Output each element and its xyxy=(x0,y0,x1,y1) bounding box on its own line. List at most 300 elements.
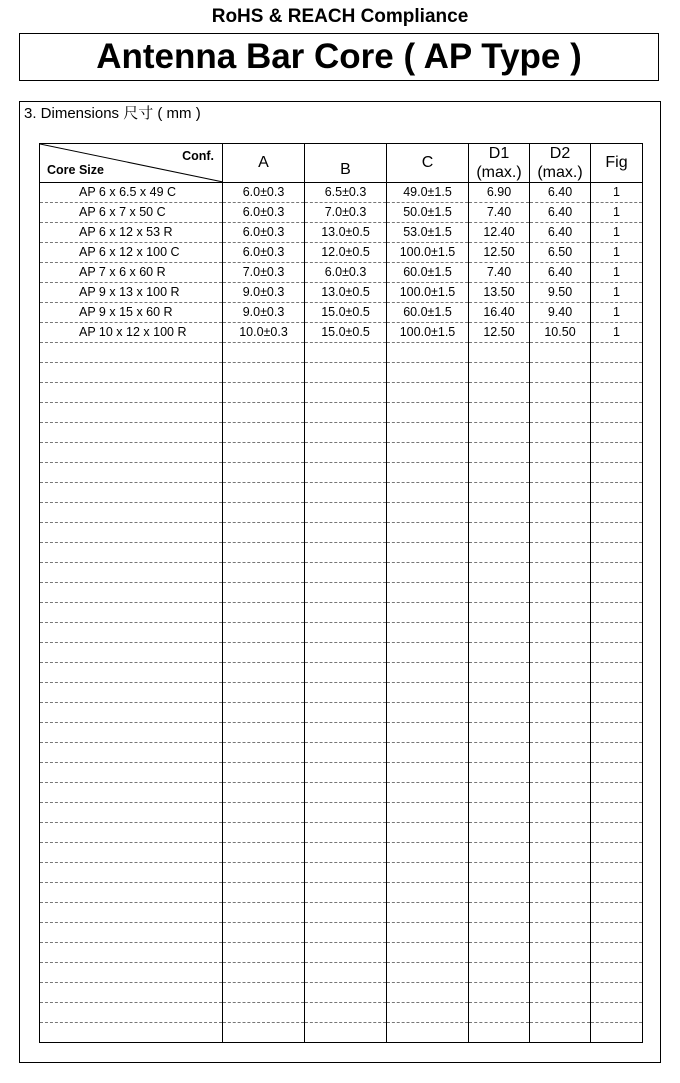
empty-cell xyxy=(591,583,643,603)
cell-fig: 1 xyxy=(591,243,643,263)
empty-cell xyxy=(40,703,223,723)
cell-c: 60.0±1.5 xyxy=(387,303,469,323)
empty-cell xyxy=(530,823,591,843)
cell-fig: 1 xyxy=(591,323,643,343)
empty-cell xyxy=(530,1023,591,1043)
empty-cell xyxy=(469,663,530,683)
empty-cell xyxy=(530,583,591,603)
empty-cell xyxy=(591,723,643,743)
empty-cell xyxy=(40,483,223,503)
col-header-d2 xyxy=(530,144,591,183)
empty-cell xyxy=(591,423,643,443)
cell-core-size: AP 6 x 7 x 50 C xyxy=(40,203,223,223)
empty-cell xyxy=(223,523,305,543)
empty-row xyxy=(40,363,643,383)
empty-cell xyxy=(387,723,469,743)
compliance-heading: RoHS & REACH Compliance xyxy=(211,6,469,27)
empty-row xyxy=(40,883,643,903)
empty-cell xyxy=(387,403,469,423)
empty-cell xyxy=(387,763,469,783)
cell-b: 15.0±0.5 xyxy=(305,303,387,323)
cell-d1: 12.40 xyxy=(469,223,530,243)
empty-cell xyxy=(530,783,591,803)
col-header-fig: Fig xyxy=(591,144,643,183)
empty-cell xyxy=(530,903,591,923)
cell-fig: 1 xyxy=(591,283,643,303)
cell-c: 49.0±1.5 xyxy=(387,183,469,203)
empty-cell xyxy=(530,1003,591,1023)
empty-cell xyxy=(387,483,469,503)
empty-row xyxy=(40,923,643,943)
empty-cell xyxy=(469,583,530,603)
empty-cell xyxy=(530,863,591,883)
empty-cell xyxy=(223,343,305,363)
empty-cell xyxy=(469,363,530,383)
empty-cell xyxy=(591,483,643,503)
empty-cell xyxy=(469,543,530,563)
empty-cell xyxy=(530,643,591,663)
empty-cell xyxy=(469,783,530,803)
empty-cell xyxy=(387,463,469,483)
empty-cell xyxy=(530,543,591,563)
empty-row xyxy=(40,583,643,603)
empty-cell xyxy=(40,403,223,423)
empty-row xyxy=(40,823,643,843)
empty-cell xyxy=(530,963,591,983)
cell-b: 6.5±0.3 xyxy=(305,183,387,203)
empty-row xyxy=(40,743,643,763)
empty-cell xyxy=(387,883,469,903)
empty-cell xyxy=(469,423,530,443)
empty-cell xyxy=(530,883,591,903)
empty-cell xyxy=(469,603,530,623)
empty-cell xyxy=(530,523,591,543)
empty-cell xyxy=(469,563,530,583)
empty-cell xyxy=(305,883,387,903)
empty-cell xyxy=(40,583,223,603)
empty-cell xyxy=(40,943,223,963)
conf-label: Conf. xyxy=(182,149,214,163)
empty-cell xyxy=(305,403,387,423)
empty-row xyxy=(40,1023,643,1043)
empty-cell xyxy=(387,683,469,703)
col-header-d1-label: D1 xyxy=(488,145,510,162)
empty-cell xyxy=(591,1003,643,1023)
cell-c: 100.0±1.5 xyxy=(387,323,469,343)
empty-cell xyxy=(223,563,305,583)
empty-cell xyxy=(469,743,530,763)
empty-cell xyxy=(469,483,530,503)
table-row xyxy=(40,223,643,243)
cell-b: 13.0±0.5 xyxy=(305,283,387,303)
col-header-b xyxy=(305,144,387,183)
cell-core-size: AP 9 x 13 x 100 R xyxy=(40,283,223,303)
empty-cell xyxy=(530,383,591,403)
empty-cell xyxy=(305,383,387,403)
empty-cell xyxy=(387,923,469,943)
empty-cell xyxy=(469,683,530,703)
empty-cell xyxy=(387,803,469,823)
empty-cell xyxy=(530,663,591,683)
empty-cell xyxy=(305,563,387,583)
empty-cell xyxy=(387,903,469,923)
cell-d2: 6.50 xyxy=(530,243,591,263)
cell-d2: 6.40 xyxy=(530,263,591,283)
empty-cell xyxy=(305,783,387,803)
empty-cell xyxy=(40,343,223,363)
empty-row xyxy=(40,603,643,623)
empty-cell xyxy=(387,843,469,863)
empty-cell xyxy=(591,703,643,723)
empty-cell xyxy=(591,543,643,563)
empty-row xyxy=(40,683,643,703)
empty-cell xyxy=(40,883,223,903)
empty-cell xyxy=(305,663,387,683)
empty-cell xyxy=(530,943,591,963)
empty-cell xyxy=(305,963,387,983)
empty-cell xyxy=(40,503,223,523)
empty-cell xyxy=(305,343,387,363)
cell-a: 6.0±0.3 xyxy=(223,243,305,263)
empty-cell xyxy=(591,623,643,643)
col-header-a: A xyxy=(223,144,305,183)
empty-row xyxy=(40,403,643,423)
empty-cell xyxy=(591,383,643,403)
empty-cell xyxy=(469,443,530,463)
empty-cell xyxy=(591,783,643,803)
cell-c: 100.0±1.5 xyxy=(387,283,469,303)
empty-row xyxy=(40,423,643,443)
empty-cell xyxy=(387,943,469,963)
empty-cell xyxy=(305,623,387,643)
col-header-b-label: B xyxy=(340,161,351,178)
col-header-d2-sub: (max.) xyxy=(537,164,583,181)
empty-cell xyxy=(387,523,469,543)
empty-row xyxy=(40,963,643,983)
empty-cell xyxy=(305,683,387,703)
cell-c: 53.0±1.5 xyxy=(387,223,469,243)
empty-cell xyxy=(40,923,223,943)
empty-row xyxy=(40,563,643,583)
empty-cell xyxy=(40,363,223,383)
empty-cell xyxy=(305,483,387,503)
empty-cell xyxy=(305,903,387,923)
empty-cell xyxy=(591,643,643,663)
empty-cell xyxy=(305,803,387,823)
empty-cell xyxy=(387,963,469,983)
empty-cell xyxy=(40,463,223,483)
empty-cell xyxy=(530,723,591,743)
cell-d2: 10.50 xyxy=(530,323,591,343)
section-title: 3. Dimensions 尺寸 ( mm ) xyxy=(24,105,201,122)
empty-cell xyxy=(530,803,591,823)
empty-cell xyxy=(530,343,591,363)
empty-cell xyxy=(469,883,530,903)
empty-cell xyxy=(305,743,387,763)
empty-cell xyxy=(387,583,469,603)
empty-cell xyxy=(40,723,223,743)
empty-row xyxy=(40,703,643,723)
empty-row xyxy=(40,983,643,1003)
empty-cell xyxy=(305,543,387,563)
empty-cell xyxy=(223,863,305,883)
empty-cell xyxy=(469,963,530,983)
empty-cell xyxy=(305,583,387,603)
empty-row xyxy=(40,523,643,543)
empty-cell xyxy=(223,643,305,663)
empty-cell xyxy=(387,543,469,563)
empty-row xyxy=(40,803,643,823)
cell-d2: 6.40 xyxy=(530,223,591,243)
empty-cell xyxy=(387,823,469,843)
empty-cell xyxy=(530,483,591,503)
empty-cell xyxy=(223,383,305,403)
title-box xyxy=(19,33,659,81)
empty-cell xyxy=(469,623,530,643)
empty-cell xyxy=(387,1023,469,1043)
empty-cell xyxy=(387,663,469,683)
empty-cell xyxy=(591,443,643,463)
table-header-row xyxy=(40,144,643,183)
empty-cell xyxy=(469,383,530,403)
empty-cell xyxy=(387,603,469,623)
empty-row xyxy=(40,903,643,923)
empty-cell xyxy=(591,903,643,923)
cell-fig: 1 xyxy=(591,303,643,323)
empty-cell xyxy=(469,943,530,963)
empty-cell xyxy=(591,503,643,523)
empty-cell xyxy=(591,923,643,943)
empty-cell xyxy=(591,963,643,983)
empty-cell xyxy=(530,743,591,763)
empty-row xyxy=(40,663,643,683)
cell-fig: 1 xyxy=(591,203,643,223)
core-size-conf-header xyxy=(40,144,223,183)
cell-d1: 12.50 xyxy=(469,323,530,343)
empty-cell xyxy=(387,563,469,583)
empty-cell xyxy=(387,623,469,643)
empty-cell xyxy=(469,463,530,483)
empty-cell xyxy=(387,783,469,803)
empty-cell xyxy=(387,643,469,663)
empty-cell xyxy=(223,663,305,683)
cell-b: 15.0±0.5 xyxy=(305,323,387,343)
cell-a: 10.0±0.3 xyxy=(223,323,305,343)
empty-cell xyxy=(223,683,305,703)
cell-d1: 12.50 xyxy=(469,243,530,263)
empty-cell xyxy=(40,563,223,583)
cell-core-size: AP 7 x 6 x 60 R xyxy=(40,263,223,283)
empty-cell xyxy=(591,823,643,843)
table-row xyxy=(40,303,643,323)
empty-cell xyxy=(40,743,223,763)
empty-cell xyxy=(40,783,223,803)
empty-cell xyxy=(530,603,591,623)
empty-cell xyxy=(305,423,387,443)
cell-b: 12.0±0.5 xyxy=(305,243,387,263)
empty-cell xyxy=(591,743,643,763)
cell-core-size: AP 6 x 12 x 53 R xyxy=(40,223,223,243)
empty-cell xyxy=(305,443,387,463)
empty-row xyxy=(40,1003,643,1023)
empty-cell xyxy=(387,343,469,363)
empty-cell xyxy=(305,983,387,1003)
empty-cell xyxy=(469,763,530,783)
empty-cell xyxy=(40,423,223,443)
empty-cell xyxy=(223,363,305,383)
empty-cell xyxy=(469,343,530,363)
empty-cell xyxy=(469,1003,530,1023)
empty-cell xyxy=(40,683,223,703)
empty-cell xyxy=(469,903,530,923)
empty-cell xyxy=(40,903,223,923)
cell-c: 50.0±1.5 xyxy=(387,203,469,223)
empty-row xyxy=(40,463,643,483)
table-row xyxy=(40,243,643,263)
empty-row xyxy=(40,763,643,783)
empty-cell xyxy=(387,703,469,723)
cell-core-size: AP 6 x 6.5 x 49 C xyxy=(40,183,223,203)
empty-cell xyxy=(591,523,643,543)
empty-cell xyxy=(223,543,305,563)
empty-cell xyxy=(591,803,643,823)
empty-cell xyxy=(223,743,305,763)
empty-cell xyxy=(387,423,469,443)
empty-cell xyxy=(591,663,643,683)
table-body xyxy=(40,183,643,1043)
empty-cell xyxy=(40,843,223,863)
cell-d2: 6.40 xyxy=(530,203,591,223)
empty-cell xyxy=(40,803,223,823)
empty-cell xyxy=(223,763,305,783)
table-row xyxy=(40,283,643,303)
empty-cell xyxy=(387,1003,469,1023)
cell-a: 6.0±0.3 xyxy=(223,183,305,203)
empty-cell xyxy=(387,863,469,883)
empty-cell xyxy=(530,443,591,463)
empty-cell xyxy=(530,423,591,443)
empty-cell xyxy=(530,703,591,723)
empty-cell xyxy=(40,763,223,783)
empty-cell xyxy=(223,703,305,723)
empty-row xyxy=(40,483,643,503)
empty-cell xyxy=(40,383,223,403)
empty-cell xyxy=(591,943,643,963)
empty-cell xyxy=(469,523,530,543)
empty-cell xyxy=(387,503,469,523)
table-row xyxy=(40,323,643,343)
empty-cell xyxy=(387,363,469,383)
empty-cell xyxy=(530,403,591,423)
empty-row xyxy=(40,623,643,643)
empty-cell xyxy=(40,643,223,663)
empty-cell xyxy=(469,923,530,943)
empty-row xyxy=(40,783,643,803)
empty-cell xyxy=(469,403,530,423)
empty-cell xyxy=(305,863,387,883)
empty-cell xyxy=(387,983,469,1003)
empty-cell xyxy=(591,463,643,483)
empty-cell xyxy=(530,843,591,863)
cell-d2: 6.40 xyxy=(530,183,591,203)
empty-cell xyxy=(223,963,305,983)
col-header-d1-sub: (max.) xyxy=(476,164,522,181)
table-row xyxy=(40,183,643,203)
empty-cell xyxy=(223,1003,305,1023)
empty-cell xyxy=(223,823,305,843)
empty-cell xyxy=(223,443,305,463)
empty-cell xyxy=(530,763,591,783)
empty-cell xyxy=(591,883,643,903)
empty-cell xyxy=(530,623,591,643)
cell-d1: 7.40 xyxy=(469,263,530,283)
empty-cell xyxy=(469,723,530,743)
col-header-d1 xyxy=(469,144,530,183)
empty-cell xyxy=(40,603,223,623)
empty-cell xyxy=(469,803,530,823)
empty-cell xyxy=(40,1003,223,1023)
empty-row xyxy=(40,503,643,523)
empty-cell xyxy=(223,1023,305,1043)
empty-cell xyxy=(591,983,643,1003)
dimensions-table xyxy=(39,143,643,1043)
empty-cell xyxy=(223,983,305,1003)
cell-d1: 6.90 xyxy=(469,183,530,203)
empty-cell xyxy=(40,663,223,683)
cell-d2: 9.40 xyxy=(530,303,591,323)
empty-cell xyxy=(591,863,643,883)
cell-fig: 1 xyxy=(591,183,643,203)
table-row xyxy=(40,263,643,283)
empty-cell xyxy=(387,443,469,463)
empty-cell xyxy=(223,803,305,823)
cell-a: 9.0±0.3 xyxy=(223,283,305,303)
empty-cell xyxy=(223,843,305,863)
empty-row xyxy=(40,343,643,363)
empty-cell xyxy=(40,623,223,643)
empty-cell xyxy=(469,503,530,523)
empty-cell xyxy=(387,383,469,403)
empty-cell xyxy=(40,443,223,463)
empty-cell xyxy=(223,923,305,943)
empty-cell xyxy=(530,463,591,483)
cell-c: 100.0±1.5 xyxy=(387,243,469,263)
empty-row xyxy=(40,863,643,883)
cell-a: 9.0±0.3 xyxy=(223,303,305,323)
empty-cell xyxy=(530,563,591,583)
empty-cell xyxy=(40,963,223,983)
cell-fig: 1 xyxy=(591,263,643,283)
empty-cell xyxy=(223,503,305,523)
empty-cell xyxy=(305,763,387,783)
empty-cell xyxy=(305,823,387,843)
cell-core-size: AP 6 x 12 x 100 C xyxy=(40,243,223,263)
empty-cell xyxy=(469,703,530,723)
empty-cell xyxy=(223,883,305,903)
page-title: Antenna Bar Core ( AP Type ) xyxy=(96,37,582,76)
col-header-c: C xyxy=(387,144,469,183)
empty-cell xyxy=(591,403,643,423)
cell-a: 6.0±0.3 xyxy=(223,203,305,223)
empty-cell xyxy=(530,363,591,383)
empty-cell xyxy=(223,623,305,643)
empty-cell xyxy=(223,943,305,963)
empty-cell xyxy=(591,343,643,363)
empty-row xyxy=(40,383,643,403)
empty-cell xyxy=(223,423,305,443)
cell-fig: 1 xyxy=(591,223,643,243)
empty-cell xyxy=(305,943,387,963)
